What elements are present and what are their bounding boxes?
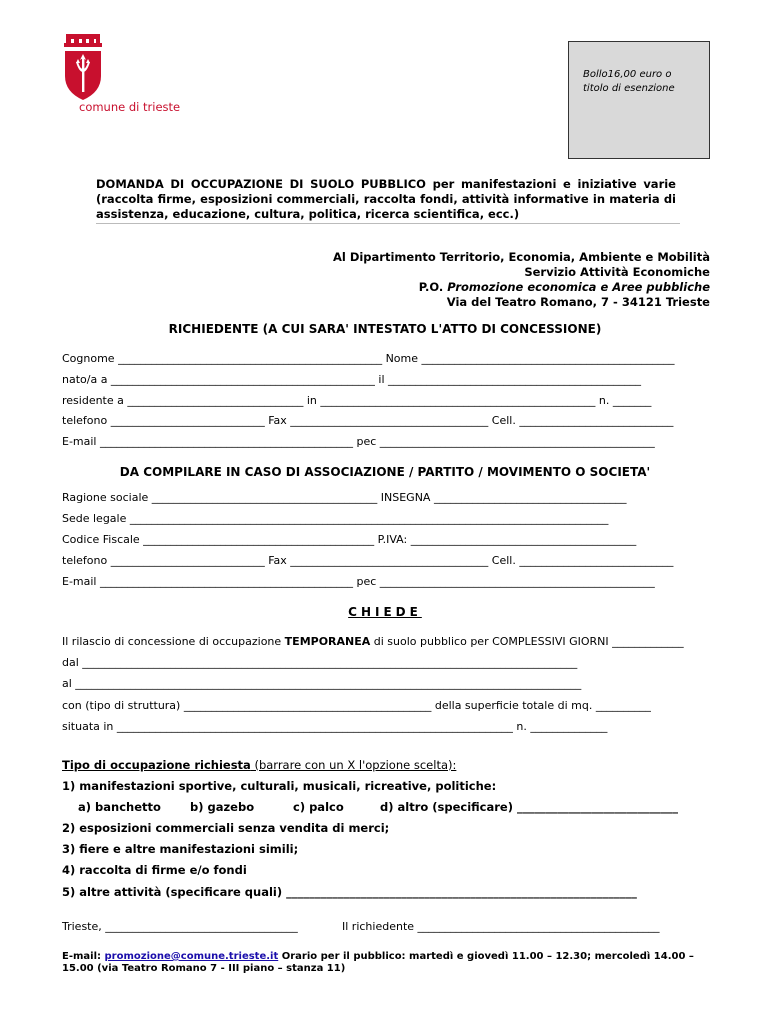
footer-hours: Orario per il pubblico: martedì e giovedì 11.00 – 12.30; mercoledì 14.00 – 15.00 (via Teatro Romano 7 - III piano – stanza 11) bbox=[62, 951, 694, 974]
address-line-office bbox=[300, 280, 710, 295]
option-5-other[interactable]: 5) altre attività (specificare quali) _____________________________________________________________ bbox=[62, 885, 637, 899]
request-to-row[interactable]: al ____________________________________________________________________________________________ bbox=[62, 677, 582, 690]
sub-option-gazebo[interactable]: b) gazebo bbox=[190, 800, 255, 814]
applicant-residence-row[interactable]: residente a ________________________________ in __________________________________________________ n. _______ bbox=[62, 394, 652, 407]
association-email-row[interactable]: E-mail ______________________________________________ pec __________________________________________________ bbox=[62, 575, 655, 588]
revenue-stamp-line1: Bollo16,00 euro o bbox=[583, 69, 672, 80]
address-office-name: Promozione economica e Aree pubbliche bbox=[447, 280, 710, 294]
revenue-stamp-label bbox=[583, 68, 703, 96]
request-location-row[interactable]: situata in ________________________________________________________________________ n. ______________ bbox=[62, 720, 608, 733]
form-title bbox=[96, 177, 676, 222]
revenue-stamp-box bbox=[568, 41, 710, 159]
applicant-section-heading: RICHIEDENTE (A CUI SARA' INTESTATO L'ATTO DI CONCESSIONE) bbox=[168, 322, 602, 336]
request-intro-row[interactable]: Il rilascio di concessione di occupazione TEMPORANEA di suolo pubblico per COMPLESSIVI GIORNI _____________ bbox=[62, 635, 684, 648]
applicant-name-row[interactable]: Cognome ________________________________________________ Nome ______________________________________________ bbox=[62, 352, 675, 365]
option-4-fundraising[interactable]: 4) raccolta di firme e/o fondi bbox=[62, 863, 247, 877]
sub-option-banchetto[interactable]: a) banchetto bbox=[78, 800, 161, 814]
association-taxcode-row[interactable]: Codice Fiscale __________________________________________ P.IVA: _________________________________________ bbox=[62, 533, 637, 546]
recipient-address bbox=[300, 250, 710, 310]
request-structure-row[interactable]: con (tipo di struttura) _____________________________________________ della superficie totale di mq. __________ bbox=[62, 699, 651, 712]
contact-footer bbox=[62, 951, 710, 975]
revenue-stamp-line2: titolo di esenzione bbox=[583, 83, 675, 94]
applicant-email-row[interactable]: E-mail ______________________________________________ pec __________________________________________________ bbox=[62, 435, 655, 448]
request-section-heading: CHIEDE bbox=[348, 605, 422, 619]
association-seat-row[interactable]: Sede legale _______________________________________________________________________________________ bbox=[62, 512, 609, 525]
trieste-coat-of-arms-logo bbox=[62, 32, 104, 102]
request-from-row[interactable]: dal __________________________________________________________________________________________ bbox=[62, 656, 578, 669]
city-name: comune di trieste bbox=[79, 100, 181, 114]
applicant-birth-row[interactable]: nato/a a ________________________________________________ il ______________________________________________ bbox=[62, 373, 642, 386]
association-phone-row[interactable]: telefono ____________________________ Fax ____________________________________ Cell. ____________________________ bbox=[62, 554, 674, 567]
form-title-description: per manifestazioni e iniziative varie (raccolta firme, esposizioni commerciali, raccolta fondi, attività informative in materia di assistenza, educazione, cultura, politica, ricerca scientifica, ecc.) bbox=[96, 177, 676, 221]
association-section-heading: DA COMPILARE IN CASO DI ASSOCIAZIONE / PARTITO / MOVIMENTO O SOCIETA' bbox=[119, 465, 651, 479]
association-name-row[interactable]: Ragione sociale _________________________________________ INSEGNA ___________________________________ bbox=[62, 491, 627, 504]
address-office-prefix: P.O. bbox=[418, 280, 448, 294]
address-line-service: Servizio Attività Economiche bbox=[524, 265, 710, 279]
applicant-phone-row[interactable]: telefono ____________________________ Fax ____________________________________ Cell. ____________________________ bbox=[62, 414, 674, 427]
address-line-street: Via del Teatro Romano, 7 - 34121 Trieste bbox=[446, 295, 710, 309]
sub-option-altro[interactable]: d) altro (specificare) ____________________________ bbox=[380, 800, 678, 814]
option-3-fairs[interactable]: 3) fiere e altre manifestazioni simili; bbox=[62, 842, 299, 856]
signature-place-date[interactable]: Trieste, ___________________________________ bbox=[62, 920, 298, 933]
form-title-main: DOMANDA DI OCCUPAZIONE DI SUOLO PUBBLICO bbox=[96, 177, 426, 191]
signature-applicant[interactable]: Il richiedente ____________________________________________ bbox=[342, 920, 660, 933]
footer-email-label: E-mail: bbox=[62, 951, 105, 962]
address-line-department: Al Dipartimento Territorio, Economia, Ambiente e Mobilità bbox=[332, 250, 710, 264]
option-1-events[interactable]: 1) manifestazioni sportive, culturali, musicali, ricreative, politiche: bbox=[62, 779, 497, 793]
option-2-exhibitions[interactable]: 2) esposizioni commerciali senza vendita di merci; bbox=[62, 821, 390, 835]
sub-option-palco[interactable]: c) palco bbox=[293, 800, 344, 814]
title-divider bbox=[96, 223, 680, 224]
occupation-type-heading: Tipo di occupazione richiesta (barrare con un X l'opzione scelta): bbox=[62, 758, 457, 772]
footer-email-link[interactable]: promozione@comune.trieste.it bbox=[104, 951, 279, 962]
